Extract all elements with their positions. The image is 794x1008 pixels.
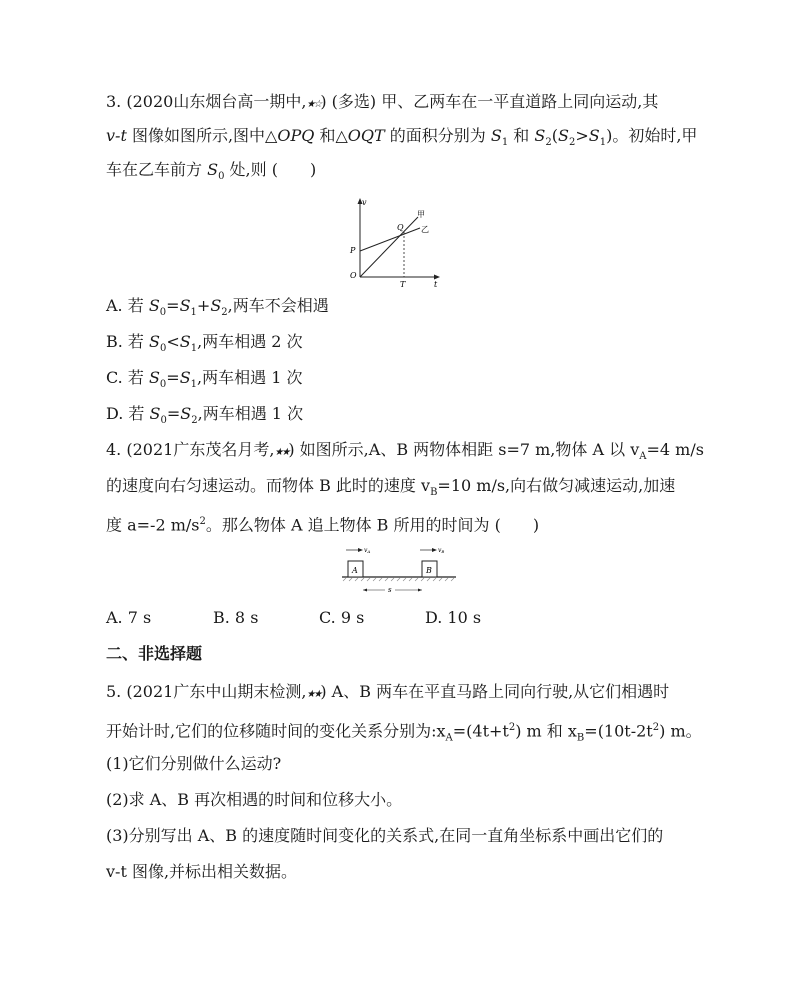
q3-option-d: D. 若 $S_0=S_2$,两车相遇 1 次 — [106, 404, 304, 427]
vt-graph — [335, 195, 450, 290]
q4-choice-d: D. 10 s — [425, 608, 482, 627]
difficulty-stars: ★★ — [274, 447, 289, 458]
q4-line3: 度 a=-2 $m/s^2$。那么物体 A 追上物体 B 所用的时间为 ( ) — [106, 515, 540, 535]
q5-line1: 5. (2021广东中山期末检测,★★) A、B 两车在平直马路上同向行驶,从它们相遇时 — [106, 682, 670, 701]
q4-line2: 的速度向右匀速运动。而物体 B 此时的速度 $v_B=10$ m/s,向右做匀减速运动,加速 — [106, 476, 676, 499]
graph-axis-v: v — [362, 198, 367, 207]
graph-axis-t: t — [434, 280, 438, 289]
graph-point-T: T — [400, 280, 406, 289]
q5-line2: 开始计时,它们的位移随时间的变化关系分别为$:x_A=(4t+t^2)$ m 和 $x_B=(10t-2t^2)$ m。 — [106, 721, 702, 744]
q5-sub2: (2)求 A、B 再次相遇的时间和位移大小。 — [106, 790, 403, 809]
graph-point-Q: Q — [397, 223, 404, 232]
q3-option-c: C. 若 $S_0=S_1$,两车相遇 1 次 — [106, 368, 303, 391]
section-title: 二、非选择题 — [106, 644, 203, 663]
difficulty-stars: ★☆ — [306, 99, 321, 110]
block-b-label: B — [426, 566, 432, 575]
q3-line3: 车在乙车前方 $S_0$ 处,则 ( ) — [106, 160, 317, 183]
arrow-va-label: vA — [364, 547, 371, 554]
q3-option-a: A. 若 $S_0=S_1+S_2$,两车不会相遇 — [106, 296, 329, 319]
distance-s-label: s — [388, 586, 392, 594]
difficulty-stars: ★★ — [306, 689, 321, 700]
block-a-label: A — [352, 566, 358, 575]
q3-option-b: B. 若 $S_0<S_1$,两车相遇 2 次 — [106, 332, 303, 355]
q5-sub3-line2: v-t 图像,并标出相关数据。 — [106, 862, 298, 881]
blocks-figure — [340, 540, 460, 598]
arrow-vb-label: vB — [438, 547, 445, 554]
graph-origin: O — [350, 271, 357, 280]
q4-line1: 4. (2021广东茂名月考,★★) 如图所示,A、B 两物体相距 s=7 m,物体 A 以 $v_A=4$ m/s — [106, 440, 704, 463]
q3-line1: 3. (2020山东烟台高一期中,★☆) (多选) 甲、乙两车在一平直道路上同向运动,其 — [106, 92, 659, 111]
q4-choice-b: B. 8 s — [213, 608, 259, 627]
graph-label-yi: 乙 — [421, 225, 429, 234]
graph-point-P: P — [350, 246, 356, 255]
q3-line2: v-t 图像如图所示,图中△OPQ 和△OQT 的面积分别为 $S_1$ 和 $S_2(S_2>S_1)$。初始时,甲 — [106, 126, 698, 149]
q5-sub3-line1: (3)分别写出 A、B 的速度随时间变化的关系式,在同一直角坐标系中画出它们的 — [106, 826, 664, 845]
q5-sub1: (1)它们分别做什么运动? — [106, 754, 282, 773]
q4-choice-a: A. 7 s — [106, 608, 152, 627]
graph-label-jia: 甲 — [417, 210, 425, 219]
q4-choice-c: C. 9 s — [319, 608, 365, 627]
